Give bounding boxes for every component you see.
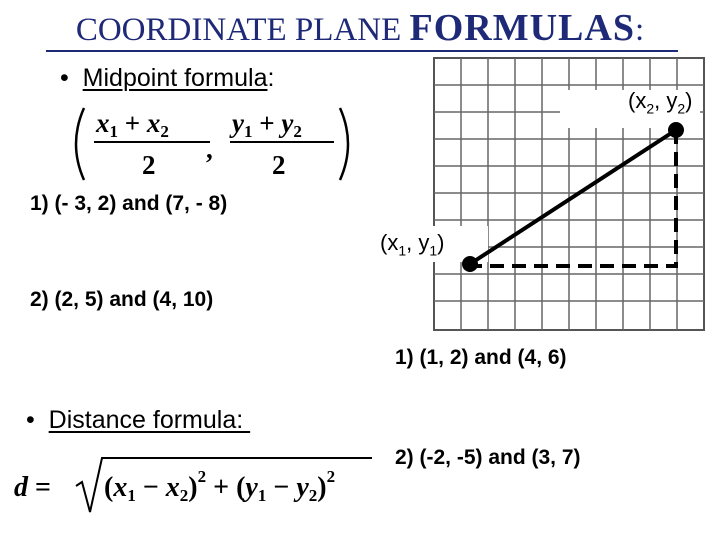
point-2-label: ($x_2$, $y_2$)	[628, 88, 693, 117]
distance-radicand: $(x1 - x2)^2 + (y1 - y2)^2$	[104, 467, 336, 505]
midpoint-problem-1: 1) (- 3, 2) and (7, - 8)	[30, 192, 228, 215]
left-paren	[76, 108, 84, 180]
distance-heading	[26, 406, 250, 435]
title-part-2: FORMULAS	[409, 7, 635, 49]
midpoint-numerator-x: x1 + x2	[96, 108, 169, 141]
bullet-icon: •	[26, 406, 35, 434]
midpoint-comma: ,	[206, 134, 213, 164]
bullet-icon: •	[60, 64, 69, 92]
midpoint-heading	[60, 64, 274, 93]
page-title	[0, 6, 720, 50]
point-1-dot	[462, 256, 478, 272]
midpoint-problem-2: 2) (2, 5) and (4, 10)	[30, 288, 214, 311]
distance-heading-text: Distance formula:	[48, 406, 251, 434]
distance-formula	[10, 452, 380, 522]
midpoint-numerator-y: y1 + y2	[232, 108, 302, 141]
midpoint-heading-text: Midpoint formula	[82, 64, 268, 92]
point-2-dot	[668, 122, 684, 138]
midpoint-heading-colon: :	[267, 64, 275, 92]
title-colon: :	[634, 12, 645, 48]
title-part-1: COORDINATE PLANE	[75, 12, 410, 48]
distance-problem-2: 2) (-2, -5) and (3, 7)	[395, 446, 581, 469]
midpoint-formula	[60, 100, 370, 190]
right-paren	[340, 108, 348, 180]
distance-problem-1: 1) (1, 2) and (4, 6)	[395, 346, 567, 369]
distance-lhs: d =	[14, 472, 51, 503]
midpoint-denominator-y: 2	[272, 150, 286, 180]
point-1-label: ($x_1$, $y_1$)	[380, 230, 445, 259]
midpoint-denominator-x: 2	[142, 150, 156, 180]
